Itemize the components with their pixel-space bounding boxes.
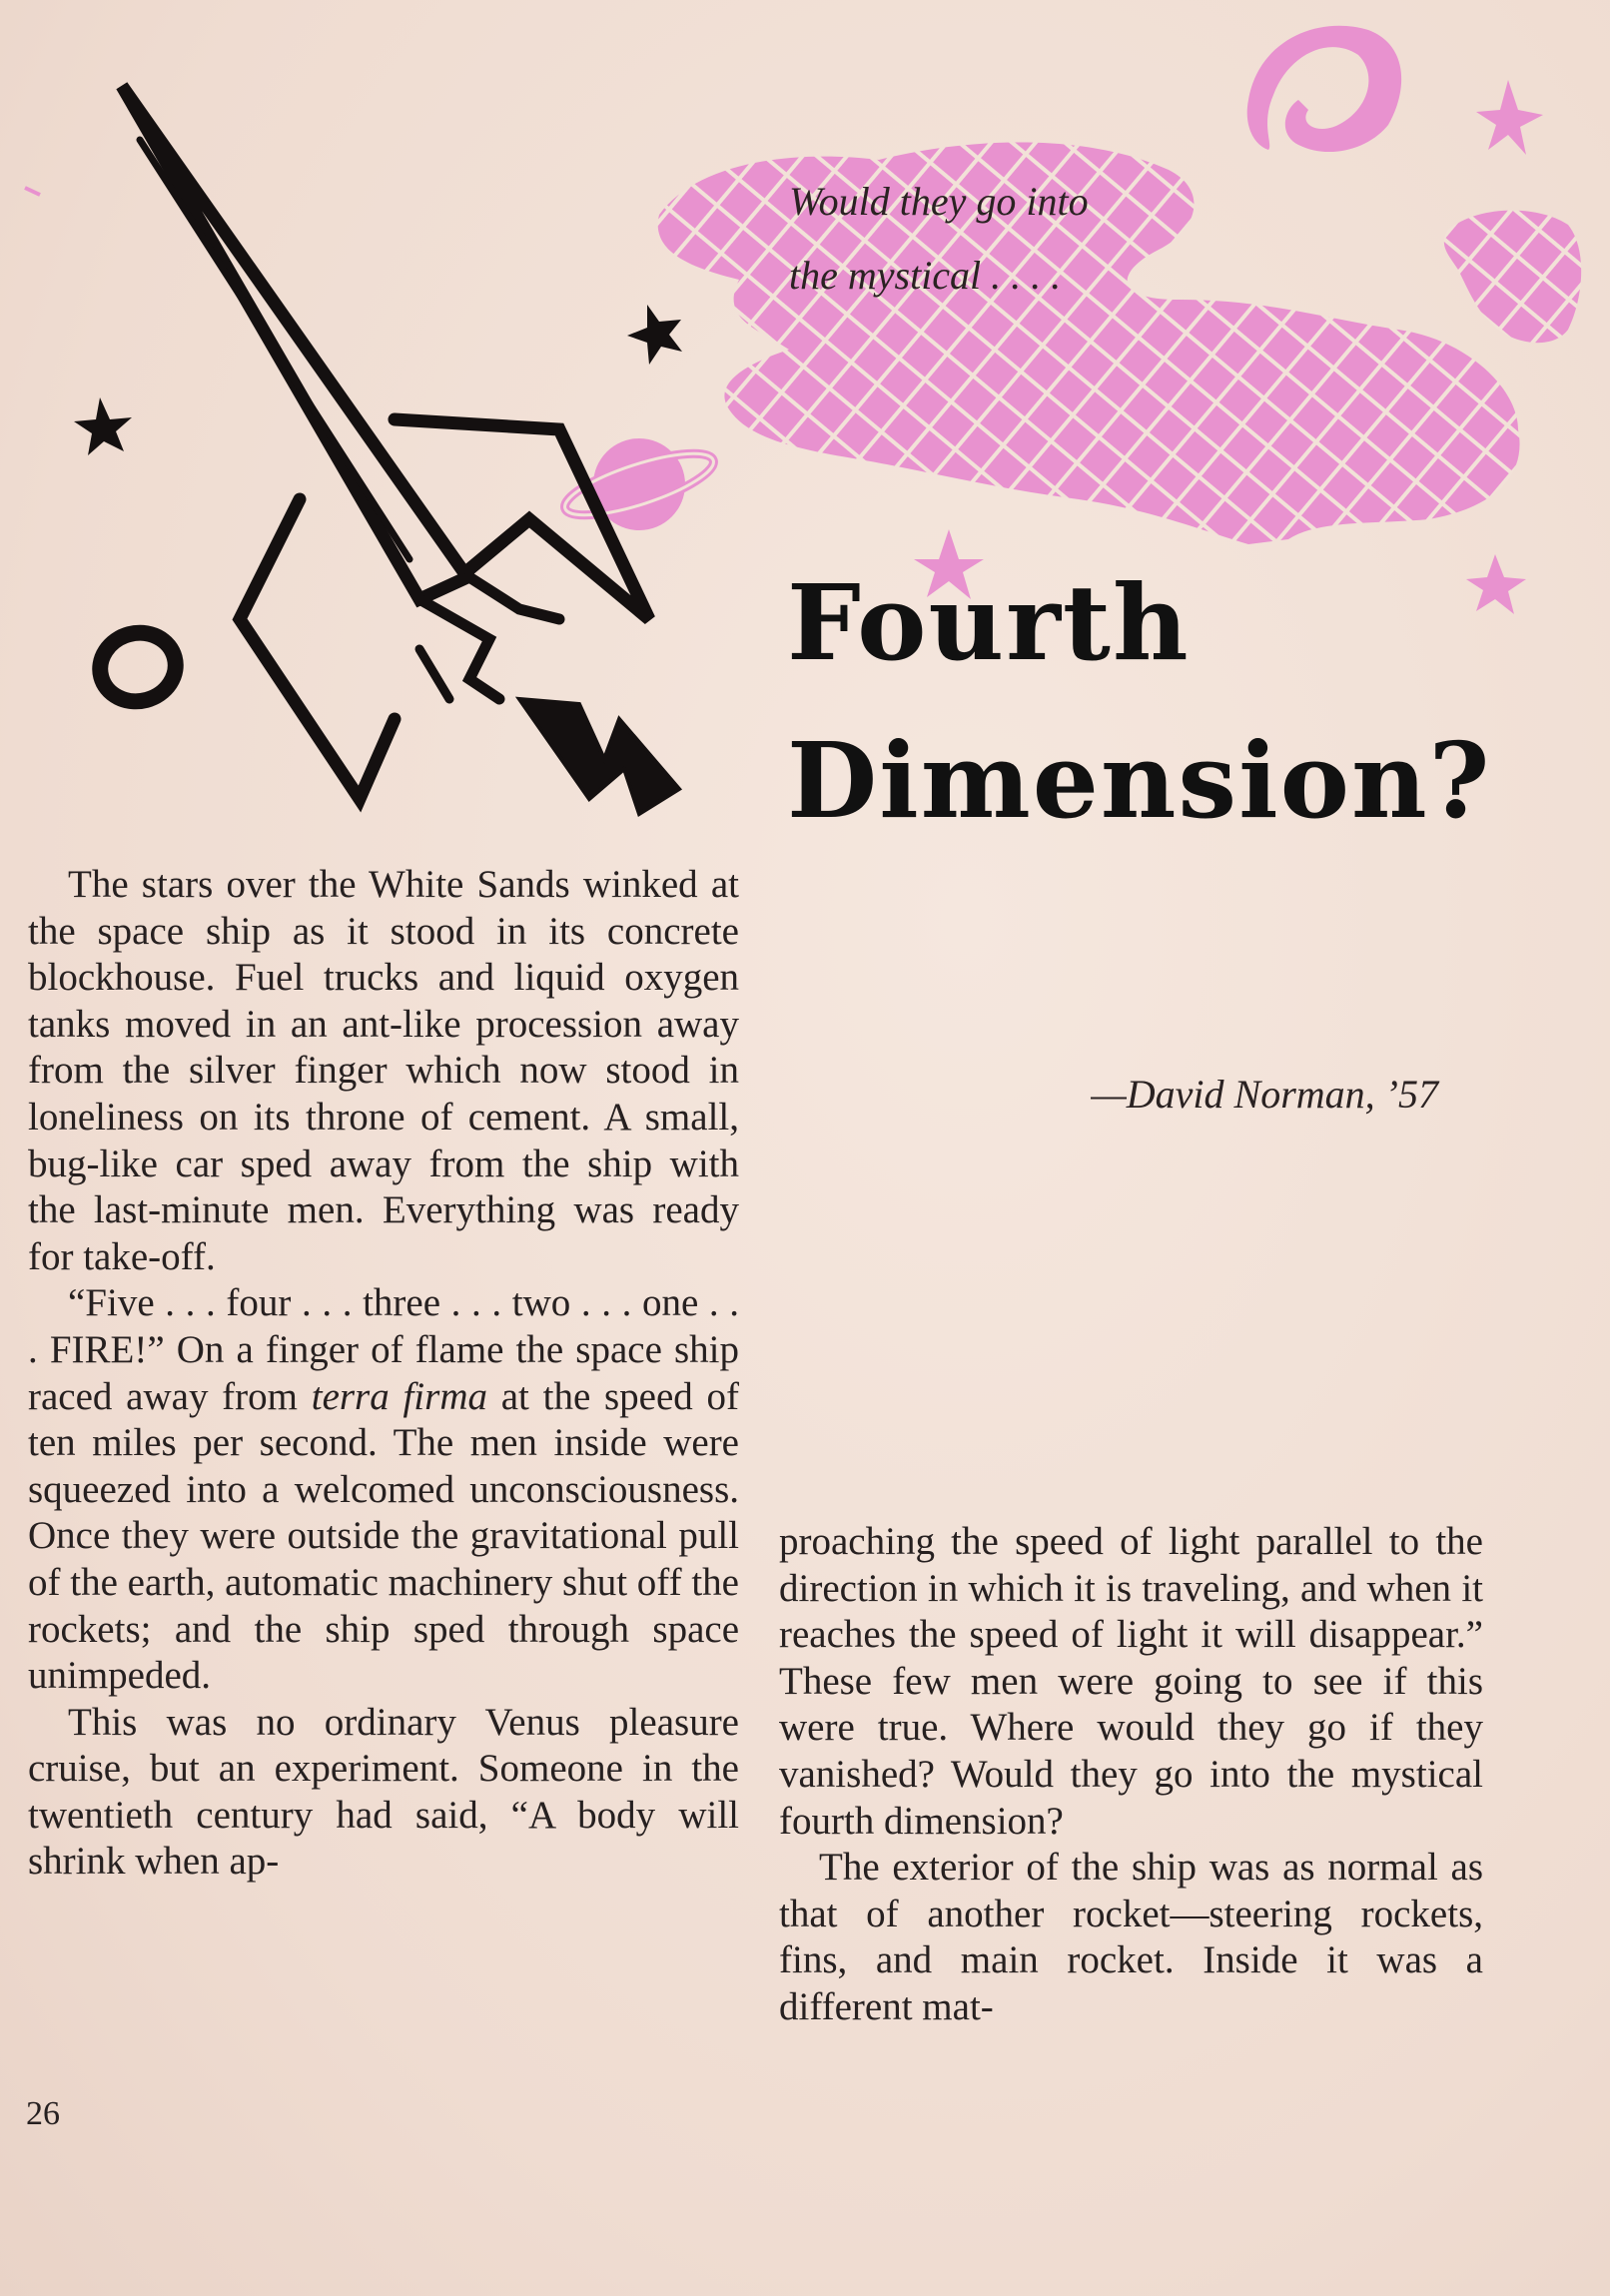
pink-swirl-icon xyxy=(1247,26,1401,152)
paragraph-text: “Five . . . four . . . three . . . two . . . one . . . FIRE!” On a finger of flame the space ship raced away from xyxy=(28,1281,739,1418)
black-ring-icon xyxy=(92,624,183,709)
black-star-icon xyxy=(74,397,132,455)
right-column xyxy=(779,1519,1483,2031)
paragraph xyxy=(28,1280,739,1699)
teaser-line: Would they go into xyxy=(789,179,1089,224)
title-line: Fourth xyxy=(787,561,1191,684)
teaser-line: the mystical . . . . xyxy=(789,253,1062,298)
rocket-icon xyxy=(122,86,679,814)
italic-phrase: terra firma xyxy=(311,1374,487,1418)
paragraph: The exterior of the ship was as normal as that of another rocket—steering rockets, fins, and main rocket. Inside it was a different mat- xyxy=(779,1846,1483,2028)
black-star-icon xyxy=(627,305,682,365)
left-column xyxy=(28,862,739,1886)
pink-mark xyxy=(25,188,40,195)
paragraph: This was no ordinary Venus pleasure cruise, but an experiment. Someone in the twentieth century had said, “A body will shrink when ap- xyxy=(28,1700,739,1884)
pink-cloud-shape xyxy=(1444,211,1581,344)
page-number: 26 xyxy=(26,2095,60,2132)
paragraph: proaching the speed of light parallel to the direction in which it is traveling, and when it reaches the speed of light it will disappear.” These few men were going to see if this were true. Where would they go if they vanished? Would they go into the mystical fourth dimension? xyxy=(779,1520,1483,1843)
pink-star-icon xyxy=(1476,80,1543,155)
paragraph-text: at the speed of ten miles per second. The men inside were squeezed into a welcomed unconsciousness. Once they were outside the gravitational pull of the earth, automatic machinery shut off the rockets; and the ship sped through space unimpeded. xyxy=(28,1374,740,1698)
title-line: Dimension? xyxy=(787,719,1492,842)
byline: —David Norman, ’57 xyxy=(1091,1072,1438,1117)
paragraph: The stars over the White Sands winked at the space ship as it stood in its concrete blockhouse. Fuel trucks and liquid oxygen tanks moved in an ant-like procession away from the silver finger which now stood in loneliness on its throne of cement. A small, bug-like car sped away from the ship with the last-minute men. Everything was ready for take-off. xyxy=(28,863,739,1278)
teaser-text xyxy=(789,165,1248,313)
article-title xyxy=(787,544,1546,860)
